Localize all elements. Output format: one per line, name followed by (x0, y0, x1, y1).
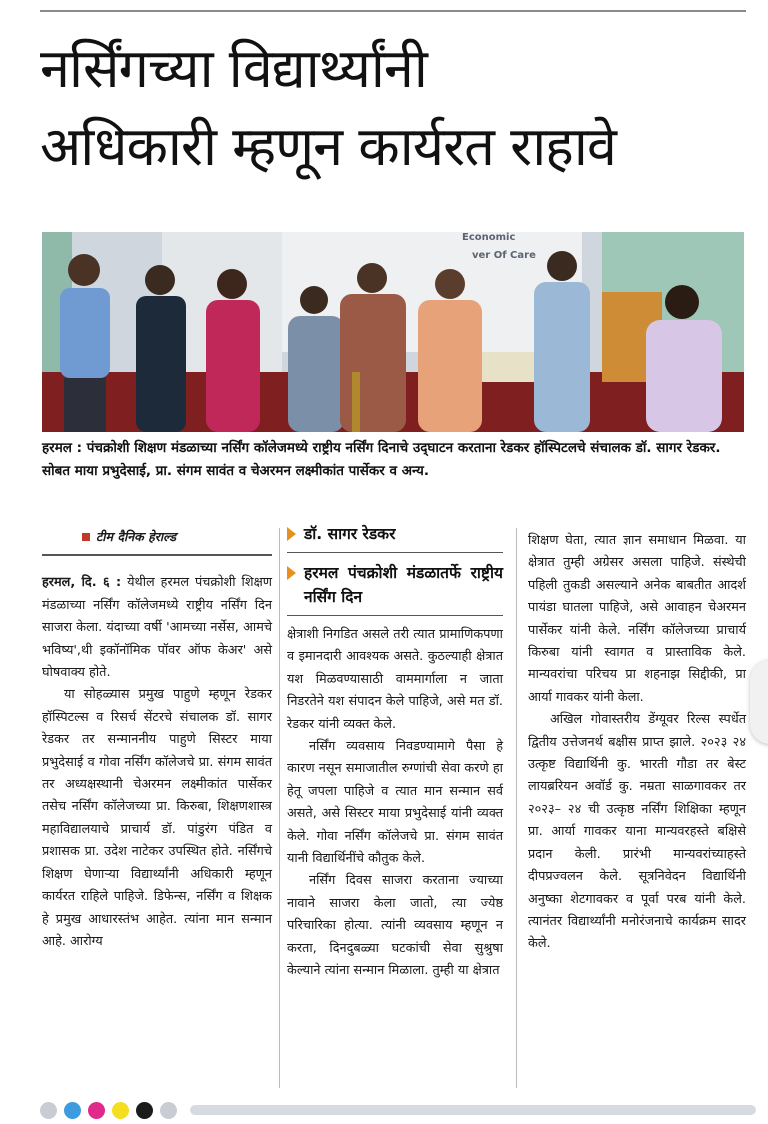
page-dot-2[interactable] (64, 1102, 81, 1119)
page-dot-3[interactable] (88, 1102, 105, 1119)
headline-line-2: अधिकारी म्हणून कार्यरत राहावे (40, 115, 616, 178)
paragraph-2: या सोहळ्यास प्रमुख पाहुणे म्हणून रेडकर हॉस्पिटल्स व रिसर्च सेंटरचे संचालक डॉ. सागर रेडकर तर सन्माननीय पाहुणे सिस्टर माया प्रभुदेसाई व गोवा नर्सिंग कॉलेजचे प्रा. संगम सावंत तर अध्यक्षस्थानी चेअरमन लक्ष्मीकांत पार्सेकर तसेच नर्सिंग कॉलेजच्या प्रा. किरुबा, शिक्षणशास्त्र महाविद्यालयाचे प्राचार्य डॉ. पांडुरंग पंडित व प्रशासक प्रा. उदेश नाटेकर उपस्थित होते. नर्सिंगचे शिक्षण घेणाऱ्या विद्यार्थ्यांनी अधिकारी म्हणून कार्यरत राहिले पाहिजे. डिफेन्स, नर्सिंग व शिक्षक हे प्रमुख आधारस्तंभ आहेत. त्यांना मान सन्मान आहे. आरोग्य (42, 687, 272, 949)
page-dot-5[interactable] (136, 1102, 153, 1119)
paragraph-7: अखिल गोवास्तरीय डेंग्यूवर रिल्स स्पर्धेत द्वितीय उत्तेजनर्थ बक्षीस प्राप्त झाले. २०२३ २४ उत्कृष्ट विद्यार्थिनी कु. भारती गौडा तर बेस्ट लायब्ररियन अवॉर्ड कु. नम्रता साळगावकर तर २०२३– २४ ची उत्कृष्ठ नर्सिंग शिक्षिका म्हणून प्रा. आर्या गावकर याना मान्यवरहस्ते बक्षिसे प्रदान केली. प्रारंभी मान्यवरांच्याहस्ते दीपप्रज्वलन केले. सूत्रनिवेदन विद्यार्थिनी अनुष्का शेटगावकर व पूर्वा परब यांनी केले. त्यानंतर विद्यार्थ्यांनी मनोरंजनाचे कार्यक्रम सादर केले. (528, 712, 746, 952)
headline (40, 30, 750, 186)
paragraph-6: शिक्षण घेता, त्यात ज्ञान समाधान मिळवा. या क्षेत्रात तुम्ही अग्रेसर असला पाहिजे. संस्थेची पहिली तुकडी असल्याने अनेक बाबतीत आदर्श पायंडा घातला पाहिजे, असे आवाहन चेअरमन पार्सेकर यांनी केले. नर्सिंग कॉलेजच्या प्राचार्य किरुबा यांनी स्वागत व प्रास्ताविक केले. मान्यवरांचा परिचय प्रा शहनाझ सिद्दीकी, प्रा आर्या गावकर यांनी केला. (528, 533, 746, 705)
subhead-2-text: हरमल पंचक्रोशी मंडळातर्फे राष्ट्रीय नर्सिंग दिन (304, 564, 503, 606)
page-dot-6[interactable] (160, 1102, 177, 1119)
subhead-1 (287, 522, 503, 546)
byline-text: टीम दैनिक हेराल्ड (96, 529, 177, 544)
byline-square-icon (82, 533, 90, 541)
paragraph-3: क्षेत्राशी निगडित असले तरी त्यात प्रामाणिकपणा व इमानदारी आवश्यक असते. कुठल्याही क्षेत्रात यश मिळवण्यासाठी वाममार्गाला न जाता निडरतेने यश संपादन केले पाहिजे, असे मत डॉ. रेडकर यांनी व्यक्त केले. (287, 627, 503, 732)
subhead-2 (287, 561, 503, 609)
triangle-bullet-icon (287, 527, 296, 541)
paragraph-1 (42, 572, 272, 684)
top-rule (40, 10, 746, 12)
banner-text-1: Economic (462, 232, 516, 243)
column-divider-2 (516, 528, 517, 1088)
photo-caption (42, 437, 746, 483)
column-divider-1 (279, 528, 280, 1088)
page-dot-1[interactable] (40, 1102, 57, 1119)
banner-text-2: ver Of Care (472, 250, 536, 261)
paragraph-5: नर्सिंग दिवस साजरा करताना ज्याच्या नावाने साजरा केला जातो, त्या ज्येष्ठ परिचारिका होत्या. त्यांनी व्यवसाय म्हणून न करता, दिनदुबळ्या घटकांची सेवा सुश्रुषा केल्याने त्यांना सन्मान मिळाला. तुम्ही या क्षेत्रात (287, 873, 503, 979)
column-3 (528, 530, 746, 956)
event-photo (42, 232, 744, 432)
subhead-rule (287, 615, 503, 616)
column-1 (42, 522, 272, 953)
caption-place: हरमल : (42, 440, 83, 456)
side-edge-handle[interactable] (750, 660, 768, 744)
headline-line-1: नर्सिंगच्या विद्यार्थ्यांनी (40, 37, 427, 100)
column-2 (287, 522, 503, 983)
subhead-rule (287, 552, 503, 553)
byline (42, 522, 272, 556)
triangle-bullet-icon (287, 566, 296, 580)
page-indicator (40, 1102, 184, 1119)
caption-text: पंचक्रोशी शिक्षण मंडळाच्या नर्सिंग कॉलेजमध्ये राष्ट्रीय नर्सिंग दिनाचे उद्‌घाटन करताना रेडकर हॉस्पिटलचे संचालक डॉ. सागर रेडकर. सोबत माया प्रभुदेसाई, प्रा. संगम सावंत व चेअरमन लक्ष्मीकांत पार्सेकर व अन्य. (42, 440, 721, 479)
paragraph-1-text: येथील हरमल पंचक्रोशी शिक्षण मंडळाच्या नर्सिंग कॉलेजमध्ये राष्ट्रीय नर्सिंग दिन साजरा केला. यंदाच्या वर्षी 'आमच्या नर्सेस, आमचे भविष्य',थी इकॉनॉमिक पॉवर ऑफ केअर' असे घोषवाक्य होते. (42, 575, 273, 681)
paragraph-4: नर्सिंग व्यवसाय निवडण्यामागे पैसा हे कारण नसून समाजातील रुग्णांची सेवा करणे हा हेतू जपला पाहिजे व त्यात मान सन्मान सर्व असते, असे सिस्टर माया प्रभुदेसाई यांनी व्यक्त केले. गोवा नर्सिंग कॉलेजचे प्रा. संगम सावंत यानी विद्यार्थिनींचे कौतुक केले. (287, 739, 503, 867)
page-dot-4[interactable] (112, 1102, 129, 1119)
subhead-1-text: डॉ. सागर रेडकर (304, 525, 396, 543)
horizontal-scrollbar[interactable] (190, 1105, 756, 1115)
dateline: हरमल, दि. ६ : (42, 575, 122, 591)
